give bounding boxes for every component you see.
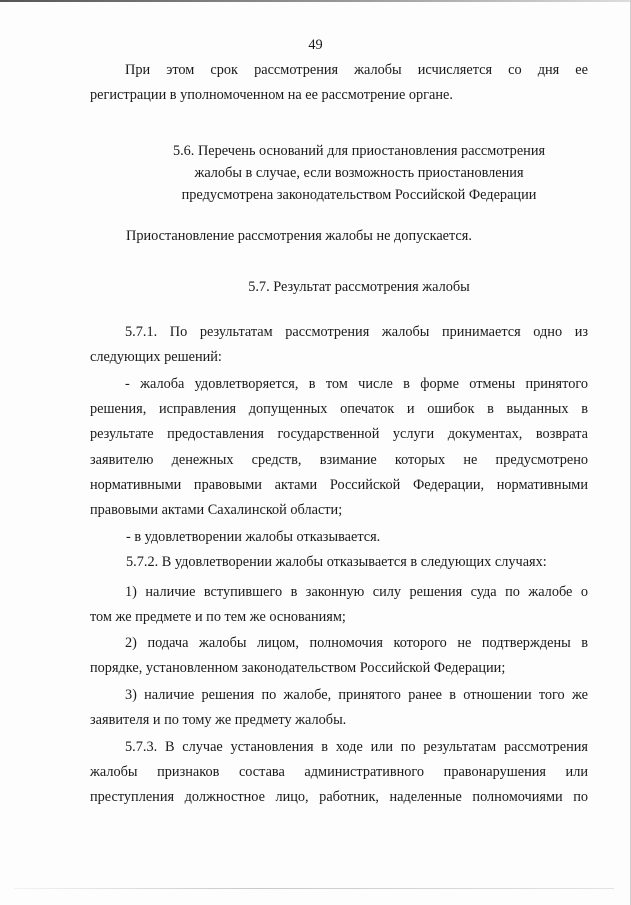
text-line: 5.7.1. По результатам рассмотрения жалобы принимается одно из [125, 324, 588, 340]
paragraph-suspension: Приостановление рассмотрения жалобы не допускается. [126, 228, 472, 244]
case-1 [90, 580, 588, 630]
paragraph-5-7-2: 5.7.2. В удовлетворении жалобы отказывается в следующих случаях: [126, 554, 547, 570]
section-heading-5-7 [90, 276, 628, 298]
text-line: заявителю денежных средств, взимание которых не предусмотрено [90, 451, 588, 468]
text-line: жалобы признаков состава административного правонарушения или [90, 764, 588, 781]
text-line: результате предоставления государственной услуги документах, возврата [90, 426, 588, 443]
text-line: решения, исправления допущенных опечаток и ошибок в выданных в [90, 401, 588, 418]
heading-line: жалобы в случае, если возможность приостановления [194, 165, 524, 181]
paragraph-5-7-3 [90, 735, 588, 811]
text-line: преступления должностное лицо, работник, наделенные полномочиями по [90, 789, 588, 806]
text-line: том же предмете и по тем же основаниям; [90, 609, 346, 626]
text-line: следующих решений: [90, 349, 222, 366]
page-number: 49 [308, 37, 323, 53]
list-item-satisfied [90, 372, 588, 523]
heading-line: 5.6. Перечень оснований для приостановления рассмотрения [172, 143, 546, 159]
paragraph-5-7-1 [90, 320, 588, 370]
paragraph-review-period [90, 58, 588, 108]
text-line: 1) наличие вступившего в законную силу решения суда по жалобе о [125, 584, 588, 600]
scan-top-edge [0, 0, 631, 2]
text-line: заявителя и по тому же предмету жалобы. [90, 712, 347, 729]
heading-line: 5.7. Результат рассмотрения жалобы [248, 279, 470, 295]
list-item-refused: - в удовлетворении жалобы отказывается. [126, 529, 381, 545]
case-2 [90, 631, 588, 681]
heading-line: предусмотрена законодательством Российской Федерации [181, 187, 537, 203]
case-3 [90, 683, 588, 733]
text-line: При этом срок рассмотрения жалобы исчисляется со дня ее [125, 62, 588, 78]
scan-bottom-line [14, 888, 614, 889]
text-line: порядке, установленном законодательством Российской Федерации; [90, 660, 506, 677]
text-line: правовыми актами Сахалинской области; [90, 501, 343, 518]
text-line: - жалоба удовлетворяется, в том числе в форме отмены принятого [125, 376, 588, 392]
section-heading-5-6 [90, 140, 628, 206]
text-line: 5.7.3. В случае установления в ходе или по результатам рассмотрения [125, 739, 588, 755]
text-line: 2) подача жалобы лицом, полномочия которого не подтверждены в [125, 635, 588, 651]
text-line: регистрации в уполномоченном на ее рассмотрение органе. [90, 87, 453, 104]
text-line: 3) наличие решения по жалобе, принятого ранее в отношении того же [125, 687, 588, 703]
text-line: нормативными правовыми актами Российской Федерации, нормативными [90, 476, 588, 493]
